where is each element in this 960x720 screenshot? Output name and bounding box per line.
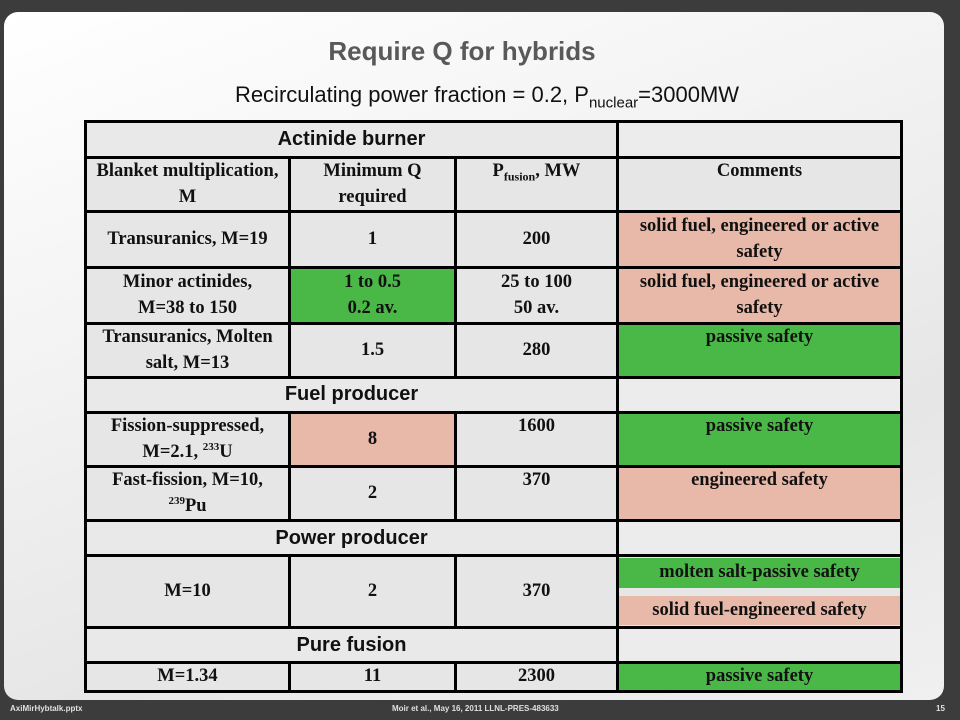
cell-comment (618, 556, 902, 628)
cell-pfusion: 1600 (456, 413, 618, 467)
cell-blanket-element: Pu (184, 495, 207, 516)
hybrid-q-table (84, 120, 903, 693)
cell-pfusion (456, 268, 618, 324)
cell-comment: passive safety (618, 413, 902, 467)
cell-blanket-line2: M=2.1, (142, 441, 203, 462)
table-row (86, 268, 902, 324)
cell-min-q-line1: 1 to 0.5 (343, 272, 402, 293)
cell-blanket: Transuranics, M=19 (86, 212, 290, 268)
section-blank-cell (618, 628, 902, 663)
cell-pfusion: 370 (456, 556, 618, 628)
footer-filename: AxiMirHybtalk.pptx (10, 704, 83, 713)
header-pfusion-unit: , MW (535, 161, 581, 181)
table-row (86, 413, 902, 467)
section-blank-cell (618, 521, 902, 556)
slide-subtitle (4, 82, 944, 111)
footer-bar (0, 700, 960, 720)
subtitle-text: Recirculating power fraction = 0.2, P (234, 82, 589, 107)
section-row-pure (86, 628, 902, 663)
header-pfusion-p: P (492, 161, 504, 181)
cell-comment: passive safety (618, 324, 902, 378)
section-actinide-burner: Actinide burner (86, 122, 618, 158)
cell-min-q: 1.5 (290, 324, 456, 378)
footer-page-number: 15 (936, 704, 945, 713)
cell-blanket-element: U (219, 441, 233, 462)
cell-blanket-isotope: 239 (168, 494, 185, 507)
cell-min-q (290, 268, 456, 324)
cell-pfusion: 200 (456, 212, 618, 268)
section-row-actinide (86, 122, 902, 158)
cell-min-q: 8 (290, 413, 456, 467)
header-blanket: Blanket multiplication, M (86, 158, 290, 212)
cell-blanket-isotope: 233 (202, 440, 220, 453)
footer-citation: Moir et al., May 16, 2011 LLNL-PRES-483633 (392, 704, 559, 713)
cell-min-q-line2: 0.2 av. (347, 297, 398, 318)
cell-blanket-line1: Minor actinides, (122, 272, 253, 293)
section-pure-fusion: Pure fusion (86, 628, 618, 663)
comment-molten-salt: molten salt-passive safety (619, 558, 900, 588)
cell-blanket (86, 268, 290, 324)
header-row (86, 158, 902, 212)
table-row (86, 556, 902, 628)
table-row (86, 663, 902, 692)
comment-solid-fuel: solid fuel-engineered safety (619, 596, 900, 626)
cell-pfusion: 2300 (456, 663, 618, 692)
cell-comment: solid fuel, engineered or active safety (618, 212, 902, 268)
subtitle-value: =3000MW (638, 82, 740, 107)
cell-min-q: 1 (290, 212, 456, 268)
cell-blanket: Transuranics, Molten salt, M=13 (86, 324, 290, 378)
cell-comment: solid fuel, engineered or active safety (618, 268, 902, 324)
table-row (86, 467, 902, 521)
slide-title: Require Q for hybrids (328, 36, 596, 66)
cell-min-q: 11 (290, 663, 456, 692)
cell-pfusion-line1: 25 to 100 (501, 272, 572, 293)
section-power-producer: Power producer (86, 521, 618, 556)
table-row (86, 212, 902, 268)
cell-min-q: 2 (290, 556, 456, 628)
cell-blanket: M=10 (86, 556, 290, 628)
cell-blanket: M=1.34 (86, 663, 290, 692)
cell-pfusion: 370 (456, 467, 618, 521)
cell-blanket (86, 413, 290, 467)
section-blank-cell (618, 122, 902, 158)
section-blank-cell (618, 378, 902, 413)
section-fuel-producer: Fuel producer (86, 378, 618, 413)
cell-blanket-line2: M=38 to 150 (138, 297, 237, 318)
table-row (86, 324, 902, 378)
cell-blanket-line1: Fission-suppressed, (110, 416, 265, 437)
cell-min-q: 2 (290, 467, 456, 521)
cell-pfusion: 280 (456, 324, 618, 378)
cell-pfusion-line2: 50 av. (513, 297, 560, 318)
subtitle-subscript: nuclear (588, 94, 639, 112)
slide (4, 12, 944, 700)
section-row-fuel (86, 378, 902, 413)
cell-blanket-line1: Fast-fission, M=10, (112, 470, 263, 491)
header-min-q: Minimum Q required (290, 158, 456, 212)
cell-blanket (86, 467, 290, 521)
section-row-power (86, 521, 902, 556)
cell-comment: engineered safety (618, 467, 902, 521)
header-comments: Comments (618, 158, 902, 212)
header-pfusion-sub: fusion (503, 169, 536, 184)
header-pfusion (456, 158, 618, 212)
cell-comment: passive safety (618, 663, 902, 692)
